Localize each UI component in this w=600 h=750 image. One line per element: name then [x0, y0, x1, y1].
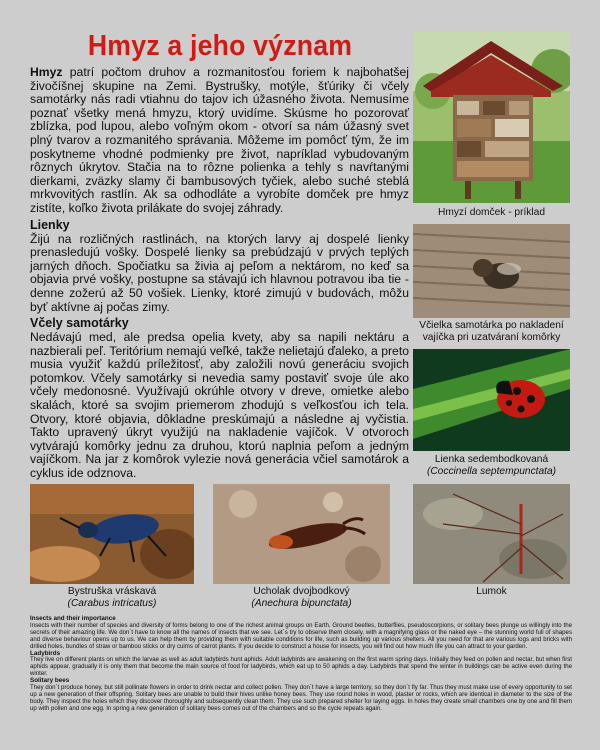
ladybird-photo: [413, 349, 570, 451]
main-text: [30, 66, 409, 481]
ladybird-caption: [413, 454, 570, 477]
en-heading-insects: Insects and their importance: [30, 615, 116, 622]
intro-paragraph: [30, 66, 409, 216]
earwig-latin-name: (Anechura bipunctata): [251, 597, 352, 609]
ground-beetle-latin-name: (Carabus intricatus): [67, 597, 157, 609]
en-heading-ladybirds: Ladybirds: [30, 649, 61, 657]
ladybird-common-name: Lienka sedembodkovaná: [434, 454, 549, 465]
cranefly-caption: Lumok: [476, 586, 507, 597]
earwig-caption: [213, 586, 390, 609]
insect-house-photo: [413, 31, 570, 203]
en-text-insects: Insects with their number of species and diversity of forms belong to one of the richest animal groups on Earth. Ground beetles, butterflies, pseudoscorpions, or solitary bees plunge us willingly into the secrets of their amazing life. We don´t have to know all the names of insects that we see. Let´s try to observe them closely, with a magnifying glass or the naked eye – the stunning world full of shapes and diverse behaviour opens up to us. We can help them by providing them with suitable conditions for life, such as building up various shelters. All you need for that are various logs and bricks with drilled holes, bundles of straw or bamboo sticks or dry culms of carrot plants. If you decide to construct a house for insects, you will find out how much life you can attract to your garden.: [30, 621, 572, 650]
solitary-bee-photo: [413, 224, 570, 318]
intro-lead: Hmyz: [30, 65, 63, 79]
solitary-bee-caption-line1: Včielka samotárka po nakladení: [419, 320, 564, 331]
earwig-common-name: Ucholak dvojbodkový: [253, 586, 350, 597]
solitary-bee-caption-line2: vajíčka pri uzatváraní komôrky: [422, 331, 561, 343]
intro-text: patrí počtom druhov a rozmanitosťou foriem k najbohatšej živočíšnej skupine na Zemi. Bystrušky, motýle, šťúriky či včely samotárky nás radi vtiahnu do tajov ich úžasného života. Nemusíme poznať všetky mená hmyzu, ktorý uvidíme. Skúsme ho pozorovať zblízka, pod lupou, alebo voľným okom - otvorí sa nám úžasný svet plný tvarov a rozmanitého správania. Môžeme im pomôcť tým, že im poskytneme vhodné podmienky pre život, napríklad vybudovaným rôznych úkrytov. Stačia na to rôzne polienka a tehly s navŕtanými dierkami, zväzky slamy či bambusových tyčiek, alebo suché steblá mrkvovitých rastlín. Ak sa odhodláte a vyrobíte domček pre hmyz zistíte, koľko života prilákate do svojej záhrady.: [30, 65, 409, 215]
ground-beetle-caption: [30, 586, 194, 609]
solitary-bee-caption: [413, 320, 570, 343]
bees-paragraph: Nedávajú med, ale predsa opelia kvety, aby sa napili nektáru a nazbierali peľ. Teritórium nemajú veľké, takže nelietajú ďaleko, a preto musia využiť každú príležitosť, aby založili novú generáciu svojich potomkov. Včely samotárky si nevedia samy postaviť svoje úle ako včely medonosné. Využívajú okrúhle otvory v dreve, omietke alebo skalách, ktoré sa svojim priemerom zhodujú s veľkosťou ich tela. Otvory, ktoré objavia, dôkladne preskúmajú a následne aj vyčistia. Takto upravený úkryt využijú na nakladenie vajíčok. V otvoroch vytvárajú komôrky jednu za druhou, ktorú naplnia peľom a jedným vajíčkom. Na jar z komôrok vylezie nová generácia včiel samotárok a cyklus ide odznova.: [30, 330, 409, 481]
page-title: Hmyz a jeho význam: [87, 30, 353, 62]
bees-heading: Včely samotárky: [30, 316, 129, 331]
cranefly-photo: [413, 484, 570, 584]
ground-beetle-common-name: Bystruška vráskavá: [67, 586, 157, 597]
ladybirds-heading: Lienky: [30, 217, 70, 232]
ladybirds-paragraph: Žijú na rozličných rastlinách, na ktorých larvy aj dospelé lienky prenasledujú vošky. Dospelé lienky sa prebúdzajú v prvých teplých jarných dňoch. Spočiatku sa živia aj peľom a nektárom, no keď sa objavia prvé vošky, postupne sa stávajú ich hlavnou potravou iba tie - denne zožerú až 50 vošiek. Lienky, ktoré zimujú v budovách, môžu byť aktívne aj počas zimy.: [30, 231, 409, 314]
ground-beetle-photo: [30, 484, 194, 584]
insect-house-caption: Hmyzí domček - príklad: [438, 207, 545, 218]
ladybird-latin-name: (Coccinella septempunctata): [426, 465, 557, 477]
en-heading-bees: Solitary bees: [30, 677, 70, 685]
en-text-ladybirds: They live on different plants on which the larvae as well as adult ladybirds hunt aphids. Adult ladybirds are awakening on the first warm spring days. Initially they feed on pollen and nectar, but when first aphids appear, gradually it is only them that become the main source of food for ladybirds, which eat up to 50 aphids a day. Ladybirds that spend the winter in buildings can be active even during the winter.: [30, 656, 572, 678]
en-text-bees: They don´t produce honey, but still pollinate flowers in order to drink nectar and collect pollen. They don´t have a large territory, so they don´t fly far. Thus they must make use of every opportunity to set up a new generation of their offspring. Solitary bees are unable to build their hives unlike honey bees. They use round holes in wood, plaster or rocks, which are identical in diameter to the size of the body. They inspect the holes which they discover thoroughly and subsequently clean them. They use such prepared shelter for laying eggs. In holes they create small chambers one by one and fill them up with pollen and one egg. In spring a new generation of solitary bees comes out of the chambers and so the cycle repeats again.: [30, 684, 572, 712]
earwig-photo: [213, 484, 390, 584]
english-summary: [30, 616, 572, 713]
